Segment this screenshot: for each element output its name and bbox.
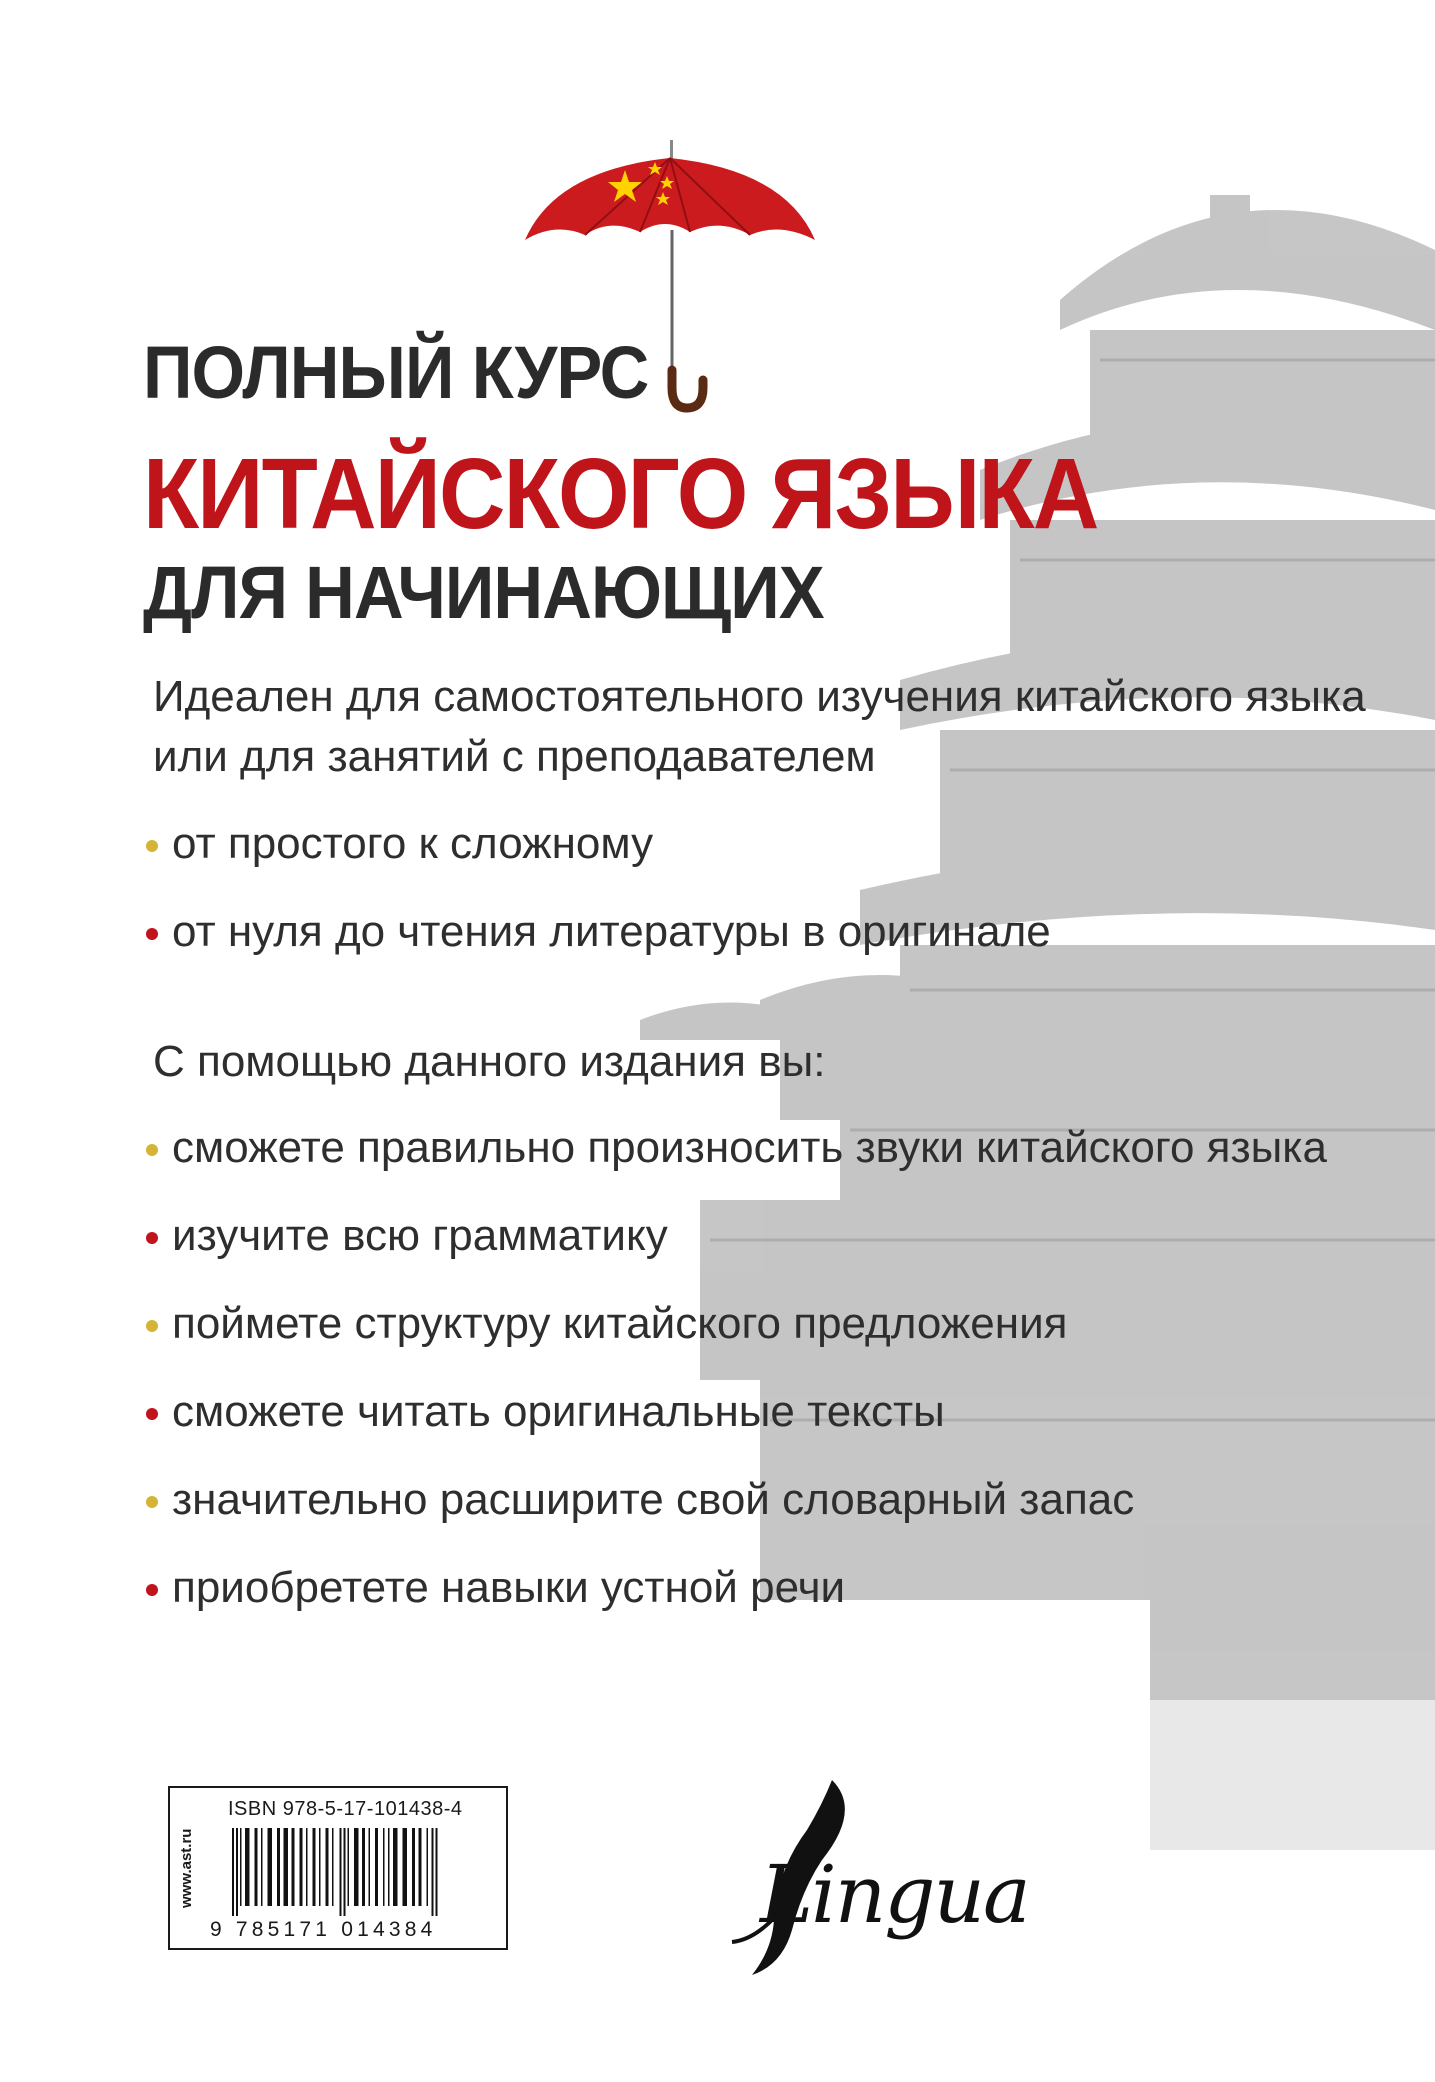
list-item xyxy=(143,1386,1327,1474)
list-item-text: значительно расширите свой словарный запас xyxy=(172,1475,1135,1524)
barcode-bar xyxy=(432,1828,434,1916)
bullet-dot-icon xyxy=(146,1496,158,1508)
list-item-text: сможете правильно произносить звуки китайского языка xyxy=(172,1123,1327,1172)
barcode-bar xyxy=(292,1828,295,1906)
barcode-bar xyxy=(284,1828,289,1906)
isbn-barcode-block xyxy=(168,1786,508,1950)
title-line-2: КИТАЙСКОГО ЯЗЫКА xyxy=(143,438,1098,550)
bullet-dot-icon xyxy=(146,1232,158,1244)
benefits-heading: С помощью данного издания вы: xyxy=(153,1037,826,1086)
benefits-list xyxy=(143,1122,1327,1650)
logo-wordmark: Lingua xyxy=(760,1848,1029,1941)
list-item-text: поймете структуру китайского предложения xyxy=(172,1299,1068,1348)
list-item xyxy=(143,1210,1327,1298)
barcode-bar xyxy=(261,1828,263,1906)
barcode-icon xyxy=(230,1828,496,1916)
list-item xyxy=(143,1122,1327,1210)
barcode-digits: 9 785171 014384 xyxy=(210,1918,437,1941)
barcode-bar xyxy=(319,1828,321,1906)
barcode-bar xyxy=(340,1828,342,1916)
bullet-dot-icon xyxy=(146,1584,158,1596)
list-item-text: изучите всю грамматику xyxy=(172,1211,668,1260)
barcode-bar xyxy=(255,1828,258,1906)
list-item xyxy=(143,906,1051,994)
bullet-dot-icon xyxy=(146,840,158,852)
intro-line-2: или для занятий с преподавателем xyxy=(153,732,876,781)
list-item xyxy=(143,818,1051,906)
barcode-bar xyxy=(419,1828,422,1906)
list-item-text: приобретете навыки устной речи xyxy=(172,1563,846,1612)
barcode-bar xyxy=(362,1828,365,1906)
list-item-text: сможете читать оригинальные тексты xyxy=(172,1387,945,1436)
barcode-bar xyxy=(369,1828,371,1906)
bullet-dot-icon xyxy=(146,1320,158,1332)
barcode-bar xyxy=(436,1828,438,1916)
barcode-bar xyxy=(344,1828,346,1916)
publisher-website: www.ast.ru xyxy=(178,1828,195,1908)
barcode-bar xyxy=(313,1828,316,1906)
barcode-bar xyxy=(300,1828,303,1906)
barcode-bar xyxy=(348,1828,350,1906)
list-item xyxy=(143,1298,1327,1386)
barcode-bar xyxy=(268,1828,273,1906)
barcode-bar xyxy=(375,1828,378,1906)
barcode-bar xyxy=(232,1828,234,1916)
barcode-bar xyxy=(412,1828,415,1906)
barcode-bar xyxy=(332,1828,334,1906)
isbn-number: ISBN 978-5-17-101438-4 xyxy=(228,1798,463,1820)
title-line-3: ДЛЯ НАЧИНАЮЩИХ xyxy=(143,551,824,634)
intro-line-1: Идеален для самостоятельного изучения китайского языка xyxy=(153,672,1366,721)
barcode-bar xyxy=(277,1828,280,1906)
barcode-bar xyxy=(306,1828,308,1906)
list-item-text: от нуля до чтения литературы в оригинале xyxy=(172,907,1051,956)
barcode-bar xyxy=(326,1828,329,1906)
barcode-bar xyxy=(236,1828,238,1916)
barcode-bar xyxy=(354,1828,359,1906)
bullet-dot-icon xyxy=(146,1408,158,1420)
barcode-bar xyxy=(245,1828,250,1906)
list-item xyxy=(143,1474,1327,1562)
features-list xyxy=(143,818,1051,994)
list-item-text: от простого к сложному xyxy=(172,819,654,868)
bullet-dot-icon xyxy=(146,1144,158,1156)
title-line-1: ПОЛНЫЙ КУРС xyxy=(143,331,649,414)
barcode-bar xyxy=(403,1828,408,1906)
barcode-bar xyxy=(388,1828,390,1906)
barcode-bar xyxy=(393,1828,398,1906)
list-item xyxy=(143,1562,1327,1650)
lingua-logo xyxy=(712,1770,1032,1990)
barcode-bar xyxy=(427,1828,429,1906)
barcode-bar xyxy=(383,1828,385,1906)
bullet-dot-icon xyxy=(146,928,158,940)
barcode-bar xyxy=(240,1828,242,1906)
